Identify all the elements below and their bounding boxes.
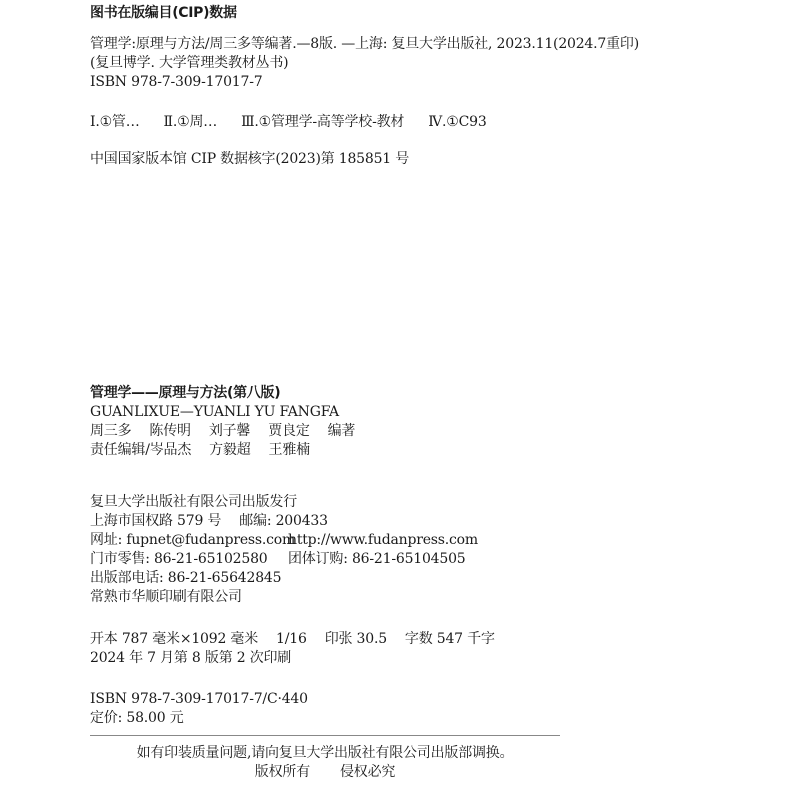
dept-phone: 出版部电话: 86-21-65642845 [90,570,282,586]
cip-number: 中国国家版本馆 CIP 数据核字(2023)第 185851 号 [90,151,410,167]
cip-heading: 图书在版编目(CIP)数据 [90,5,237,21]
postcode: 邮编: 200433 [239,513,328,529]
price: 定价: 58.00 元 [90,710,184,726]
rights-reserved: 版权所有 [254,764,310,780]
classification-i: Ⅰ.①管… [90,114,140,130]
website-link[interactable]: http://www.fudanpress.com [288,532,478,548]
rights-line [90,763,560,781]
authors-role: 编著 [327,423,356,439]
email: 网址: fupnet@fudanpress.com [90,532,296,548]
author: 周三多 [90,423,132,439]
printer: 常熟市华顺印刷有限公司 [90,589,242,605]
specs-line [90,630,495,648]
fraction: 1/16 [276,631,307,647]
editor: 王雅楠 [268,442,310,458]
publisher-phones [90,550,466,568]
book-editors [90,441,310,459]
format: 开本 787 毫米×1092 毫米 [90,631,259,647]
cip-classification [90,113,487,131]
isbn-full: ISBN 978-7-309-17017-7/C·440 [90,691,308,707]
author: 贾良定 [268,423,310,439]
publisher-address [90,512,328,530]
classification-iv: Ⅳ.①C93 [428,114,487,130]
editors-label: 责任编辑/ [90,442,150,458]
classification-ii: Ⅱ.①周… [163,114,218,130]
editor: 岑品杰 [149,442,192,458]
infringement-notice: 侵权必究 [340,764,396,780]
editor: 方毅超 [209,442,251,458]
group-phone: 团体订购: 86-21-65104505 [288,551,466,567]
publisher-web [90,531,478,549]
divider [90,735,560,736]
cip-record-line-1: 管理学:原理与方法/周三多等编著.—8版. —上海: 复旦大学出版社, 2023.11(2024.7重印) [90,36,639,52]
cip-record-line-2: (复旦博学. 大学管理类教材丛书) [90,55,289,71]
book-authors [90,422,355,440]
book-pinyin-title: GUANLIXUE—YUANLI YU FANGFA [90,404,339,420]
edition: 2024 年 7 月第 8 版第 2 次印刷 [90,650,292,666]
quality-notice: 如有印装质量问题,请向复旦大学出版社有限公司出版部调换。 [136,745,514,761]
book-title: 管理学——原理与方法(第八版) [90,385,281,401]
author: 陈传明 [149,423,191,439]
author: 刘子馨 [208,423,251,439]
publisher-name: 复旦大学出版社有限公司出版发行 [90,494,297,510]
word-count: 字数 547 千字 [404,631,495,647]
retail-phone: 门市零售: 86-21-65102580 [90,551,268,567]
cip-isbn: ISBN 978-7-309-17017-7 [90,74,263,90]
sheets: 印张 30.5 [324,631,387,647]
classification-iii: Ⅲ.①管理学-高等学校-教材 [241,114,405,130]
address: 上海市国权路 579 号 [90,513,222,529]
